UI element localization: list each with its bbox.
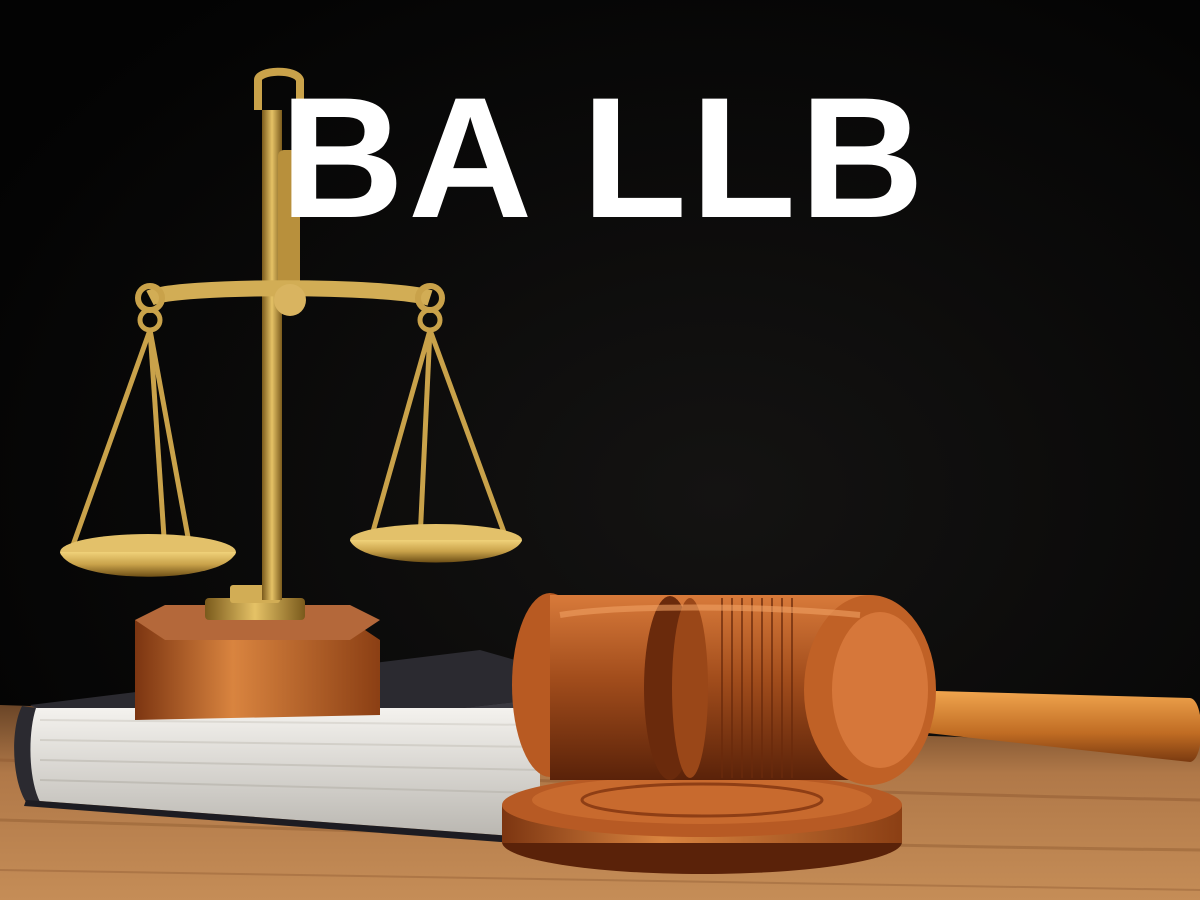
headline-title: BA LLB bbox=[279, 62, 929, 254]
sound-block-icon bbox=[502, 773, 902, 874]
